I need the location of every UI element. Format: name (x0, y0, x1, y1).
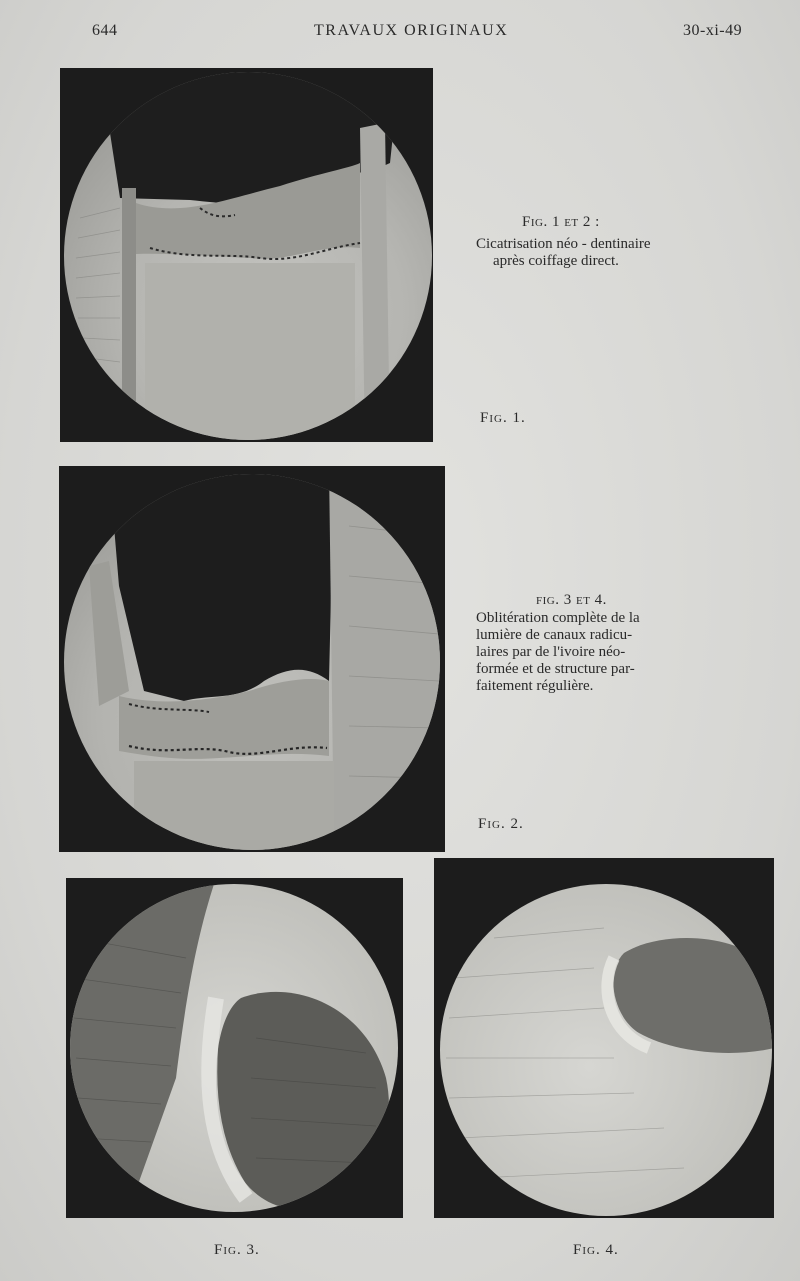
figure-2-label: Fig. 2. (478, 816, 524, 832)
caption-line: lumière de canaux radicu- (476, 627, 633, 643)
figure-2-micrograph (59, 466, 445, 852)
caption-line: après coiffage direct. (493, 253, 619, 269)
issue-date: 30-xi-49 (683, 22, 743, 39)
caption-line: formée et de structure par- (476, 661, 635, 677)
figure-3-label: Fig. 3. (214, 1242, 260, 1258)
running-title: TRAVAUX ORIGINAUX (314, 22, 509, 39)
figure-3-micrograph (66, 878, 403, 1218)
caption-line: faitement régulière. (476, 678, 594, 694)
figure-4-micrograph (434, 858, 774, 1218)
figure-4-label: Fig. 4. (573, 1242, 619, 1258)
caption-title-fig-1-2: Fig. 1 et 2 : (522, 214, 600, 230)
figure-1-label: Fig. 1. (480, 410, 526, 426)
caption-line: Oblitération complète de la (476, 610, 640, 626)
caption-line: laires par de l'ivoire néo- (476, 644, 626, 660)
page-number: 644 (92, 22, 118, 39)
caption-line: Cicatrisation néo - dentinaire (476, 236, 651, 252)
page-header (0, 22, 800, 46)
caption-title-fig-3-4: fig. 3 et 4. (536, 592, 607, 608)
figure-1-micrograph (60, 68, 433, 442)
